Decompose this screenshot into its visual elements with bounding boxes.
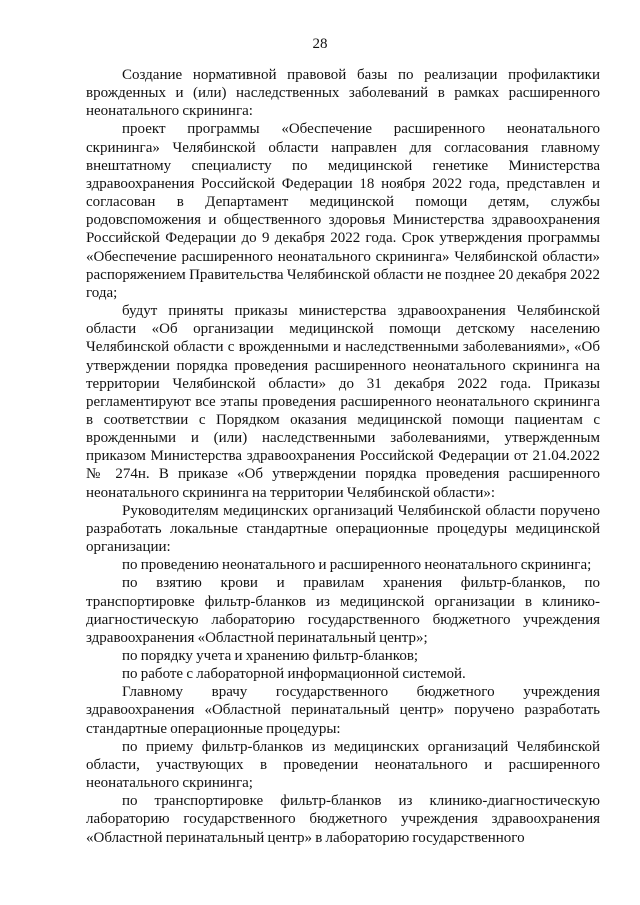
page-number: 28 — [312, 36, 328, 52]
paragraph: по транспортировке фильтр-бланков из клинико-диагностическую лабораторию государственного бюджетного учреждения здравоохранения «Областной перинатальный центр» в лабораторию государственного — [86, 793, 600, 846]
paragraph: Руководителям медицинских организаций Челябинской области поручено разработать локальные стандартные операционные процедуры медицинской организации: — [86, 502, 600, 556]
paragraph: по работе с лабораторной информационной системой. — [122, 666, 466, 683]
document-body — [86, 66, 600, 847]
paragraph: по порядку учета и хранению фильтр-бланков; — [122, 648, 419, 664]
paragraph: Создание нормативной правовой базы по реализации профилактики врожденных и (или) наследственных заболеваний в рамках расширенного неонатального скрининга: — [86, 67, 600, 120]
paragraph: будут приняты приказы министерства здравоохранения Челябинской области «Об организации медицинской помощи детскому населению Челябинской области с врожденными и наследственными заболеваниями», «Об утверждении порядка проведения расширенного неонатального скрининга на территории Челябинской области» до 31 декабря 2022 года. Приказы регламентируют все этапы проведения расширенного неонатального скрининга в соответствии с Порядком оказания медицинской помощи пациентам с врожденными и (или) наследственными заболеваниями, утвержденным приказом Министерства здравоохранения Российской Федерации от 21.04.2022 № 274н. В приказе «Об утверждении порядка проведения расширенного неонатального скрининга на территории Челябинской области»: — [86, 303, 600, 501]
paragraph: проект программы «Обеспечение расширенного неонатального скрининга» Челябинской области направлен для согласования главному внештатному специалисту по медицинской генетике Министерства здравоохранения Российской Федерации 18 ноября 2022 года, представлен и согласован в Департамент медицинской помощи детям, службы родовспоможения и общественного здоровья Министерства здравоохранения Российской Федерации до 9 декабря 2022 года. Срок утверждения программы «Обеспечение расширенного неонатального скрининга» Челябинской области» распоряжением Правительства Челябинской области не позднее 20 декабря 2022 года; — [86, 121, 600, 301]
paragraph: по проведению неонатального и расширенного неонатального скрининга; — [122, 557, 592, 574]
paragraph: по взятию крови и правилам хранения фильтр-бланков, по транспортировке фильтр-бланков из медицинской организации в клинико-диагностическую лабораторию государственного бюджетного учреждения здравоохранения «Областной перинатальный центр»; — [86, 575, 600, 646]
paragraph: Главному врачу государственного бюджетного учреждения здравоохранения «Областной перинатальный центр» поручено разработать стандартные операционные процедуры: — [86, 684, 600, 737]
paragraph: по приему фильтр-бланков из медицинских организаций Челябинской области, участвующих в проведении неонатального и расширенного неонатального скрининга; — [86, 738, 600, 792]
